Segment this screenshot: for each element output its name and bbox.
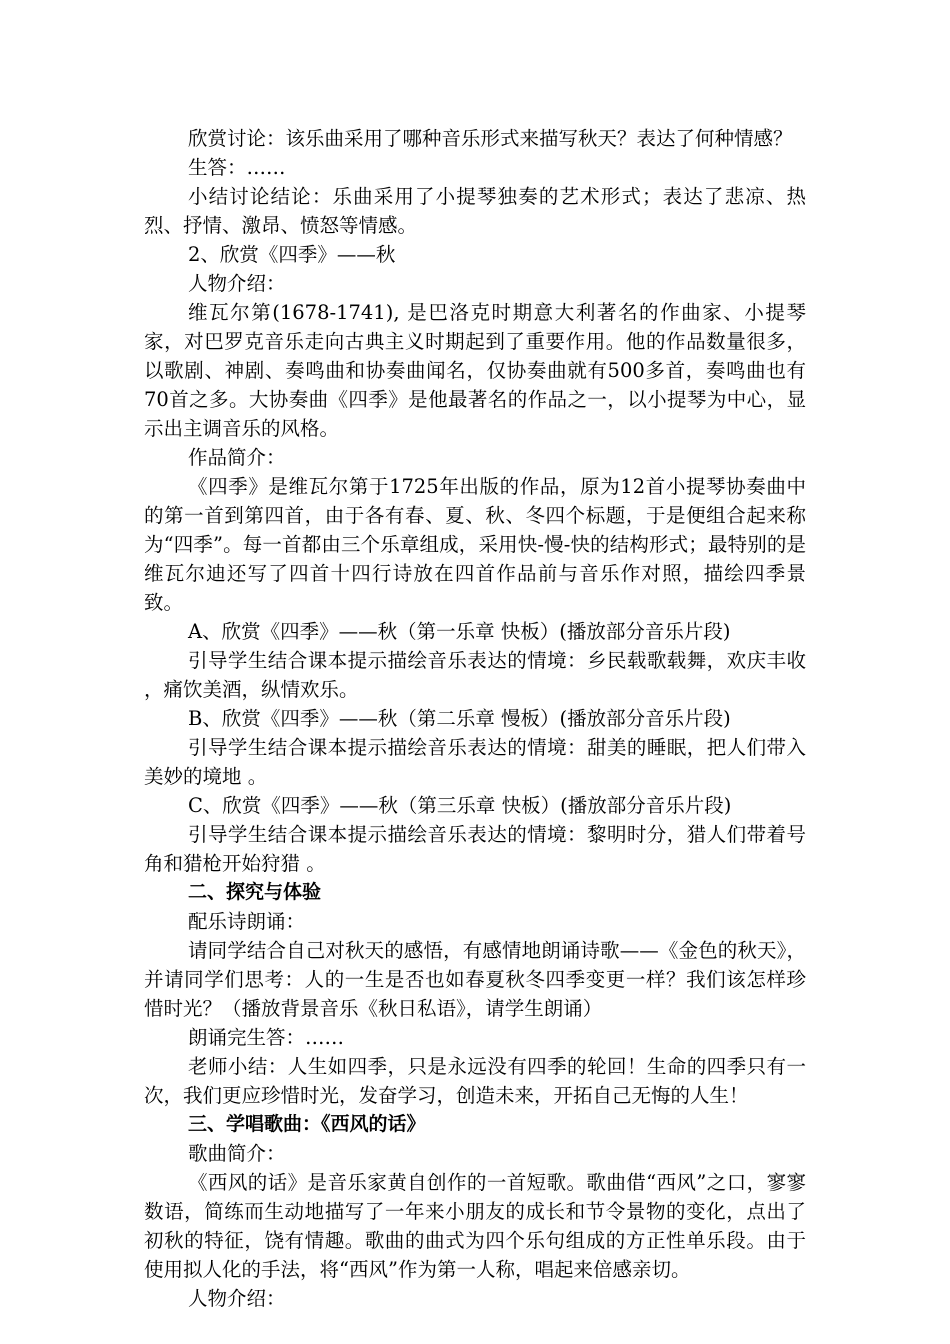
section-heading-explore: 二、探究与体验 [188, 881, 322, 903]
paragraph-poetry-label: 配乐诗朗诵： [188, 910, 306, 933]
paragraph-section-2: 2、欣赏《四季》——秋 [188, 243, 396, 266]
paragraph-song-intro-label: 歌曲简介： [188, 1142, 286, 1165]
paragraph-movement-a: A、欣赏《四季》——秋（第一乐章 快板）(播放部分音乐片段) [188, 620, 731, 643]
paragraph-four-seasons-intro: 《四季》是维瓦尔第于1725年出版的作品，原为12首小提琴协奏曲中的第一首到第四首，由于各有春、夏、秋、冬四个标题，于是便组合起来称为“四季”。每一首都由三个乐章组成，采用快-慢-快的结构形式；最特别的是维瓦尔迪还写了四首十四行诗放在四首作品前与音乐作对照，描绘四季景致。 [144, 475, 806, 614]
paragraph-song-intro: 《西风的话》是音乐家黄自创作的一首短歌。歌曲借“西风”之口，寥寥数语，简练而生动地描写了一年来小朋友的成长和节令景物的变化，点出了初秋的特征，饶有情趣。歌曲的曲式为四个乐句组成的方正性单乐段。由于使用拟人化的手法，将“西风”作为第一人称，唱起来倍感亲切。 [144, 1171, 806, 1281]
paragraph-discussion: 欣赏讨论：该乐曲采用了哪种音乐形式来描写秋天？表达了何种情感？ [188, 127, 793, 150]
paragraph-student-answer: 生答：…… [188, 156, 286, 179]
paragraph-work-intro-label: 作品简介： [188, 446, 286, 469]
paragraph-summary: 小结讨论结论：乐曲采用了小提琴独奏的艺术形式；表达了悲凉、热烈、抒情、激昂、愤怒等情感。 [144, 185, 806, 237]
section-heading-song: 三、学唱歌曲：《西风的话》 [188, 1113, 426, 1135]
paragraph-movement-b-guide: 引导学生结合课本提示描绘音乐表达的情境：甜美的睡眠，把人们带入美妙的境地 。 [144, 736, 806, 788]
paragraph-person-intro-label: 人物介绍： [188, 272, 286, 295]
paragraph-movement-b: B、欣赏《四季》——秋（第二乐章 慢板）(播放部分音乐片段) [188, 707, 731, 730]
paragraph-movement-a-guide: 引导学生结合课本提示描绘音乐表达的情境：乡民载歌载舞，欢庆丰收 ，痛饮美酒，纵情欢乐。 [144, 649, 806, 701]
paragraph-poetry-instructions: 请同学结合自己对秋天的感悟，有感情地朗诵诗歌——《金色的秋天》，并请同学们思考：人的一生是否也如春夏秋冬四季变更一样？我们该怎样珍惜时光？（播放背景音乐《秋日私语》，请学生朗诵） [144, 939, 806, 1020]
paragraph-teacher-summary: 老师小结：人生如四季，只是永远没有四季的轮回！生命的四季只有一次，我们更应珍惜时光，发奋学习，创造未来，开拓自己无悔的人生！ [144, 1055, 806, 1107]
paragraph-recital-answer: 朗诵完生答：…… [188, 1026, 345, 1049]
paragraph-movement-c-guide: 引导学生结合课本提示描绘音乐表达的情境：黎明时分，猎人们带着号角和猎枪开始狩猎 。 [144, 823, 806, 875]
document-body [144, 124, 806, 1313]
paragraph-person-intro-label-2: 人物介绍： [188, 1287, 286, 1310]
paragraph-movement-c: C、欣赏《四季》——秋（第三乐章 快板）(播放部分音乐片段) [188, 794, 732, 817]
paragraph-vivaldi-bio: 维瓦尔第(1678-1741), 是巴洛克时期意大利著名的作曲家、小提琴家，对巴罗克音乐走向古典主义时期起到了重要作用。他的作品数量很多，以歌剧、神剧、奏鸣曲和协奏曲闻名，仅协奏曲就有500多首，奏鸣曲也有70首之多。大协奏曲《四季》是他最著名的作品之一，以小提琴为中心，显示出主调音乐的风格。 [144, 301, 806, 440]
